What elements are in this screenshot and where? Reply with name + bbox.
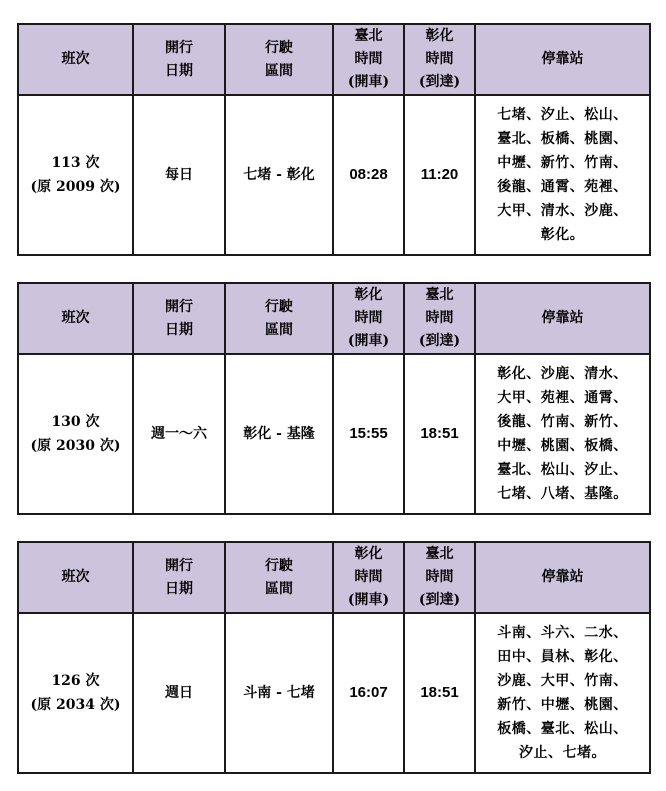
header-arrival: 臺北 時間 (到達) <box>404 542 475 613</box>
table-row <box>18 95 650 255</box>
train-number-cell: 130 次 (原 2030 次) <box>18 354 133 514</box>
header-section: 行駛 區間 <box>225 542 333 613</box>
train-number-cell: 126 次 (原 2034 次) <box>18 613 133 773</box>
arrival-time-cell: 11:20 <box>404 95 475 255</box>
section-cell: 斗南 - 七堵 <box>225 613 333 773</box>
operating-days-cell: 每日 <box>133 95 225 255</box>
header-arrival: 彰化 時間 (到達) <box>404 24 475 95</box>
table-row <box>18 613 650 773</box>
train-table-126 <box>17 541 651 774</box>
section-cell: 彰化 - 基隆 <box>225 354 333 514</box>
stops-cell: 七堵、汐止、松山、 臺北、板橋、桃園、 中壢、新竹、竹南、 後龍、通霄、苑裡、 大甲、清水、沙鹿、 彰化。 <box>475 95 650 255</box>
header-row <box>18 24 650 95</box>
train-number-cell: 113 次 (原 2009 次) <box>18 95 133 255</box>
header-row <box>18 283 650 354</box>
train-table-130 <box>17 282 651 515</box>
header-departure: 臺北 時間 (開車) <box>333 24 404 95</box>
header-departure: 彰化 時間 (開車) <box>333 283 404 354</box>
operating-days-cell: 週日 <box>133 613 225 773</box>
header-departure: 彰化 時間 (開車) <box>333 542 404 613</box>
header-stops: 停靠站 <box>475 542 650 613</box>
header-train: 班次 <box>18 283 133 354</box>
table-row <box>18 354 650 514</box>
arrival-time-cell: 18:51 <box>404 613 475 773</box>
header-stops: 停靠站 <box>475 283 650 354</box>
departure-time-cell: 16:07 <box>333 613 404 773</box>
departure-time-cell: 08:28 <box>333 95 404 255</box>
header-row <box>18 542 650 613</box>
departure-time-cell: 15:55 <box>333 354 404 514</box>
header-section: 行駛 區間 <box>225 283 333 354</box>
train-table-113 <box>17 23 651 256</box>
section-cell: 七堵 - 彰化 <box>225 95 333 255</box>
header-days: 開行 日期 <box>133 24 225 95</box>
header-section: 行駛 區間 <box>225 24 333 95</box>
header-arrival: 臺北 時間 (到達) <box>404 283 475 354</box>
arrival-time-cell: 18:51 <box>404 354 475 514</box>
header-days: 開行 日期 <box>133 542 225 613</box>
header-train: 班次 <box>18 24 133 95</box>
header-stops: 停靠站 <box>475 24 650 95</box>
stops-cell: 斗南、斗六、二水、 田中、員林、彰化、 沙鹿、大甲、竹南、 新竹、中壢、桃園、 板橋、臺北、松山、 汐止、七堵。 <box>475 613 650 773</box>
operating-days-cell: 週一～六 <box>133 354 225 514</box>
stops-cell: 彰化、沙鹿、清水、 大甲、苑裡、通霄、 後龍、竹南、新竹、 中壢、桃園、板橋、 臺北、松山、汐止、 七堵、八堵、基隆。 <box>475 354 650 514</box>
header-days: 開行 日期 <box>133 283 225 354</box>
header-train: 班次 <box>18 542 133 613</box>
